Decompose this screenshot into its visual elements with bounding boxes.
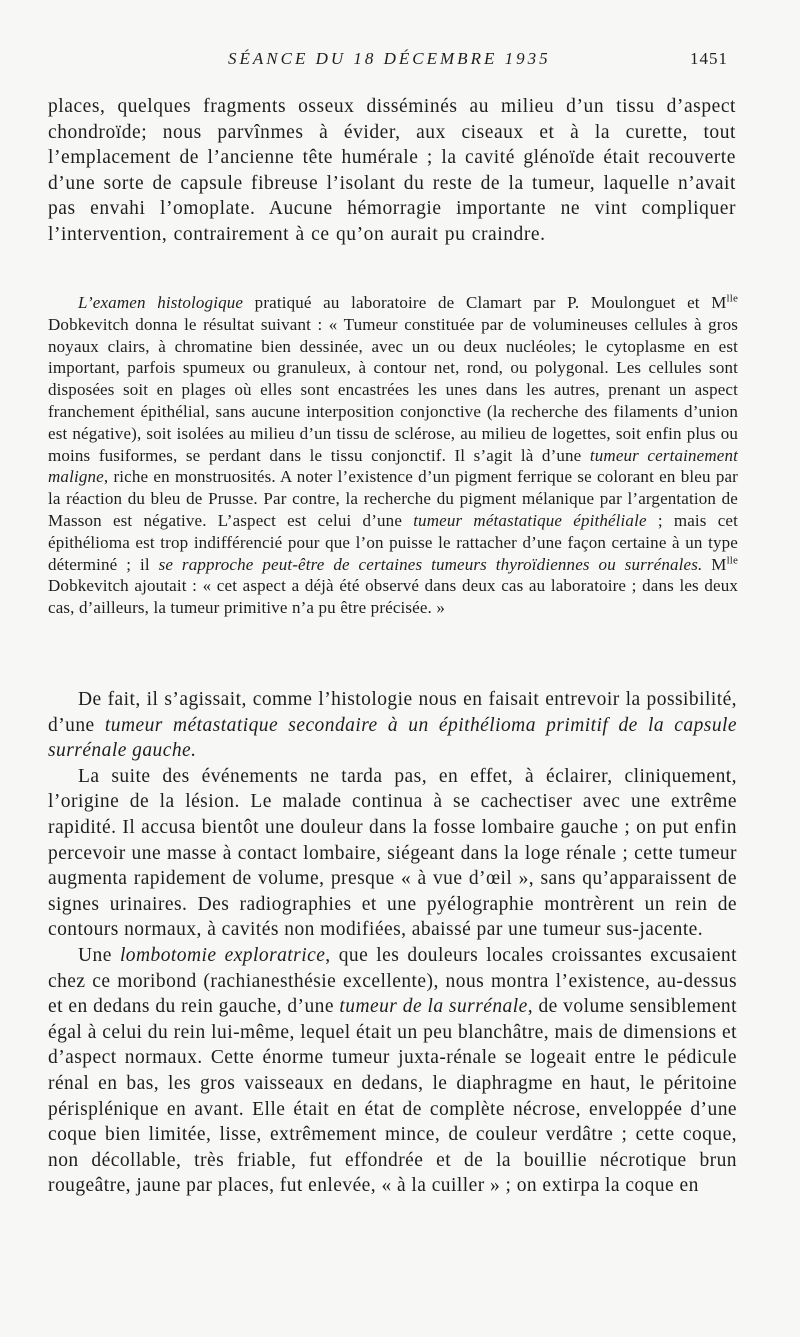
text-span: M [702, 554, 727, 574]
paragraph-lombotomie [48, 943, 737, 1199]
running-header [0, 49, 800, 77]
italic-span: tumeur métastatique épithéliale [413, 510, 647, 530]
histology-report [48, 292, 738, 619]
paragraph-diagnosis [48, 687, 737, 764]
italic-span: tumeur certainement maligne [48, 445, 738, 487]
text-span: , que les douleurs locales croissantes excusaient chez ce moribond (rachianesthésie excellente), nous montra l’existence, au-dessus et en dedans du rein gauche, d’une [48, 944, 737, 1018]
running-title: SÉANCE DU 18 DÉCEMBRE 1935 [228, 49, 551, 68]
intro-section [48, 94, 736, 248]
text-span: pratiqué au laboratoire de Clamart par P. Moulonguet et M [243, 293, 727, 312]
main-section [48, 687, 737, 1199]
paragraph-clinical-course: La suite des événements ne tarda pas, en effet, à éclairer, cliniquement, l’origine de la lésion. Le malade continua à se cachectiser avec une extrême rapidité. Il accusa bientôt une douleur dans la fosse lombaire gauche ; on put enfin percevoir une masse à contact lombaire, siégeant dans la loge rénale ; cette tumeur augmenta rapidement de volume, presque « à vue d’œil », sans qu’apparaissent de signes urinaires. Des radiographies et une pyélographie montrèrent un rein de contours normaux, à cavités non modifiées, abaissé par une tumeur sus-jacente. [48, 765, 737, 941]
italic-span: tumeur de la surrénale [339, 996, 528, 1018]
text-span: Dobkevitch ajoutait : « cet aspect a déjà été observé dans deux cas au laboratoire ; dans les deux cas, d’ailleurs, la tumeur primitive n’a pu être précisée. » [48, 576, 738, 618]
italic-span: L’examen histologique [78, 293, 244, 312]
text-span: Dobkevitch donna le résultat suivant : « Tumeur constituée par de volumineuses cellules à gros noyaux clairs, à chromatine bien dessinée, avec un ou deux nucléoles; le cytoplasme en est important, parfois spumeux ou granuleux, à contour net, rond, ou polygonal. Les cellules sont disposées soit en plages où elles sont encastrées les unes dans les autres, prenant un aspect franchement épithélial, sans aucune interposition conjonctive (la recherche des filaments d’union est négative), soit isolées au milieu d’un tissu de sclérose, au milieu de logettes, soit enfin plus ou moins fusiformes, se perdant dans le tissu conjonctif. Il s’agit là d’une [48, 314, 738, 465]
intro-paragraph: places, quelques fragments osseux disséminés au milieu d’un tissu d’aspect chondroïde; nous parvînmes à évider, aux ciseaux et à la curette, tout l’emplacement de l’ancienne tête humérale ; la cavité glénoïde était recouverte d’une sorte de capsule fibreuse l’isolant du reste de la tumeur, laquelle n’avait pas envahi l’omoplate. Aucune hémorragie importante ne vint compliquer l’intervention, contrairement à ce qu’on aurait pu craindre. [48, 96, 736, 245]
italic-span: lombotomie exploratrice [119, 944, 326, 966]
text-span: De fait, il s’agissait, comme l’histologie nous en faisait entrevoir la possibilité, d’une [48, 689, 737, 736]
text-span: Une [78, 944, 120, 966]
histology-paragraph [48, 292, 738, 619]
text-span: , de volume sensiblement égal à celui du rein lui-même, lequel était un peu blanchâtre, mais de dimensions et d’aspect normaux. Cette énorme tumeur juxta-rénale se logeait entre le pédicule rénal en bas, les gros vaisseaux en dedans, le diaphragme en haut, le péritoine périsplénique en avant. Elle était en état de complète nécrose, enveloppée d’une coque bien limitée, lisse, extrêmement mince, de couleur verdâtre ; cette coque, non décollable, très friable, fut effondrée et de la bouillie nécrotique brun rougeâtre, jaune par places, fut enlevée, « à la cuiller » ; on extirpa la coque en [48, 996, 737, 1197]
page-number: 1451 [690, 49, 728, 68]
italic-span: tumeur métastatique secondaire à un épithélioma primitif de la capsule surrénale gauche. [48, 714, 737, 762]
superscript: lle [726, 553, 739, 566]
text-span: , riche en monstruosités. A noter l’existence d’un pigment ferrique se colorant en bleu par la réaction du bleu de Prusse. Par contre, la recherche du pigment mélanique par l’argentation de Masson est négative. L’aspect est celui d’une [48, 467, 738, 530]
italic-span: se rapproche peut-être de certaines tumeurs thyroïdiennes ou surrénales. [158, 554, 703, 574]
superscript: lle [726, 292, 738, 305]
text-span: ; mais cet épithélioma est trop indifférencié pour que l’on puisse le rattacher d’une façon certaine à un type déterminé ; il [48, 510, 738, 574]
